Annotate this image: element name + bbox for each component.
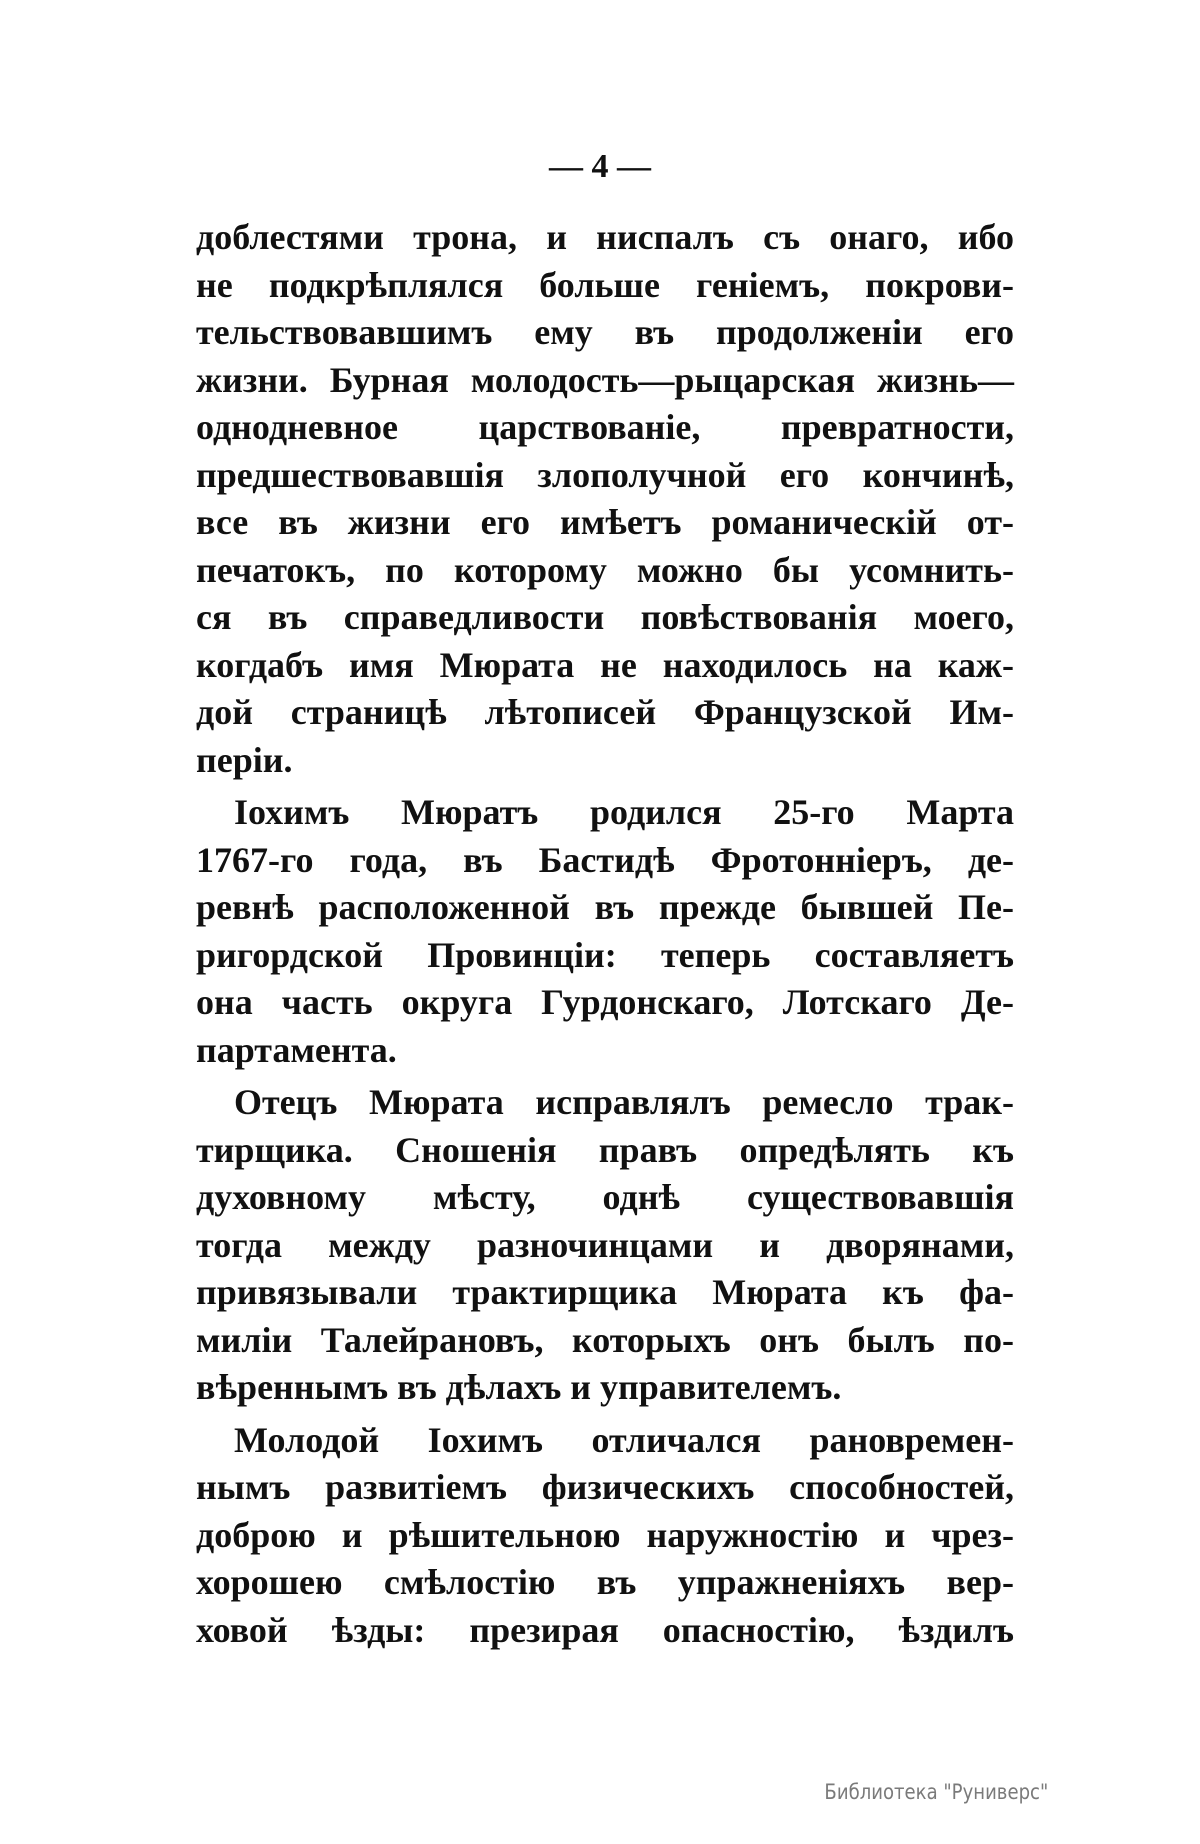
text-line: она часть округа Гурдонскаго, Лотскаго Де- [196, 982, 1014, 1022]
text-line: когдабъ имя Мюрата не находилось на каж- [196, 644, 1014, 685]
text-line: миліи Талейрановъ, которыхъ онъ былъ по- [196, 1319, 1014, 1360]
text-line: періи. [196, 739, 293, 780]
text-line: однодневное царствованіе, превратности, [196, 407, 1014, 447]
text-line: печатокъ, по которому можно бы усомнить- [196, 549, 1014, 590]
text-line: дой страницѣ лѣтописей Французской Им- [196, 692, 1014, 732]
text-line: Молодой Іохимъ отличался рановремен- [234, 1419, 1014, 1460]
text-line: тирщика. Сношенія правъ опредѣлять къ [196, 1129, 1014, 1170]
text-line: 1767-го года, въ Бастидѣ Фротонніеръ, де- [196, 839, 1014, 880]
text-line: доблестями трона, и ниспалъ съ онаго, ибо [196, 217, 1014, 257]
text-line: нымъ развитіемъ физическихъ способностей, [196, 1467, 1014, 1507]
text-line: духовному мѣсту, однѣ существовавшія [196, 1177, 1014, 1217]
text-line: не подкрѣплялся больше геніемъ, покрови- [196, 264, 1014, 305]
text-line: привязывали трактирщика Мюрата къ фа- [196, 1272, 1014, 1312]
text-line: все въ жизни его имѣетъ романическій от- [196, 502, 1014, 542]
text-line: доброю и рѣшительною наружностію и чрез- [196, 1514, 1014, 1555]
paragraph [196, 1417, 1014, 1655]
text-line: Іохимъ Мюратъ родился 25-го Марта [234, 792, 1014, 832]
text-line: ригордской Провинціи: теперь составляетъ [196, 934, 1014, 975]
text-line: вѣреннымъ въ дѣлахъ и управителемъ. [196, 1367, 842, 1407]
text-line: предшествовавшія злополучной его кончинѣ, [196, 454, 1014, 495]
paragraph [196, 214, 1014, 784]
text-line: ся въ справедливости повѣствованія моего, [196, 597, 1014, 637]
text-line: тогда между разночинцами и дворянами, [196, 1224, 1014, 1265]
paragraph [196, 1079, 1014, 1412]
text-line: хорошею смѣлостію въ упражненіяхъ вер- [196, 1562, 1014, 1602]
page-number: — 4 — [549, 148, 651, 185]
body-text [196, 214, 1014, 1659]
text-line: жизни. Бурная молодость—рыцарская жизнь— [196, 359, 1014, 400]
text-line: ховой ѣзды: презирая опасностію, ѣздилъ [196, 1609, 1014, 1650]
library-watermark: Библиотека "Руниверс" [824, 1780, 1048, 1804]
text-line: партамента. [196, 1029, 397, 1070]
paragraph [196, 789, 1014, 1074]
text-line: ревнѣ расположенной въ прежде бывшей Пе- [196, 887, 1014, 927]
text-line: Отецъ Мюрата исправлялъ ремесло трак- [234, 1082, 1014, 1122]
text-line: тельствовавшимъ ему въ продолженіи его [196, 312, 1014, 352]
